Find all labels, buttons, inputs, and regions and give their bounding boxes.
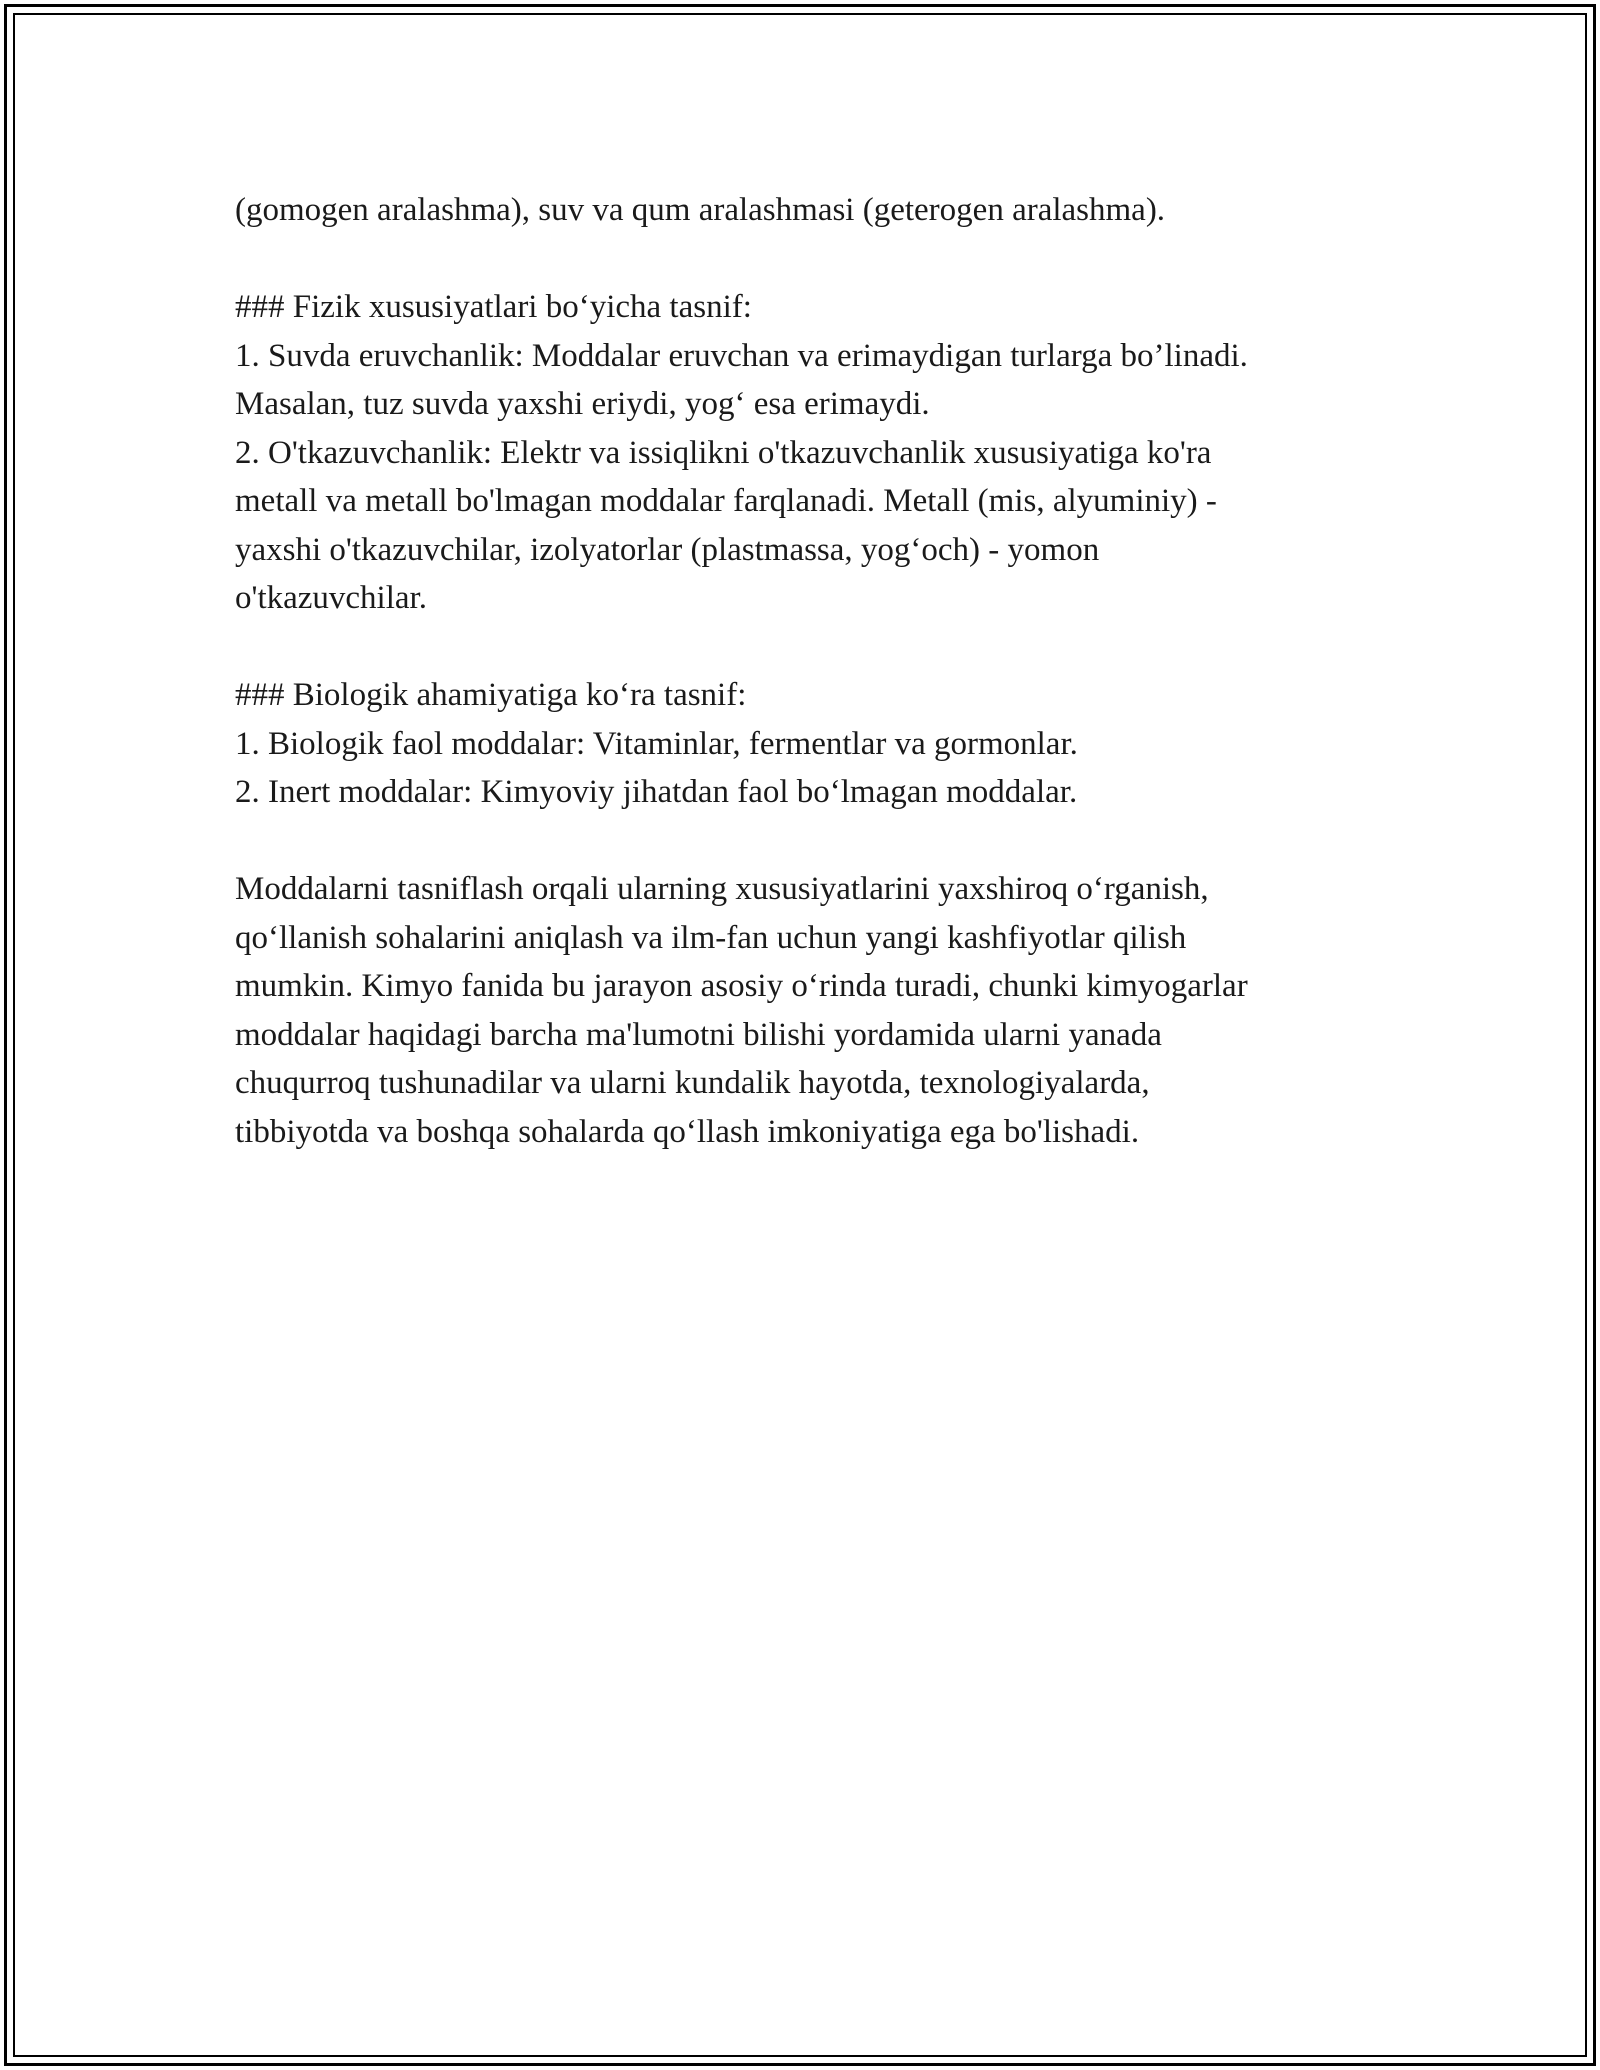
- text-line: mumkin. Kimyo fanida bu jarayon asosiy o‘rinda turadi, chunki kimyogarlar: [235, 968, 1248, 1004]
- text-line: 1. Biologik faol moddalar: Vitaminlar, fermentlar va gormonlar.: [235, 725, 1078, 762]
- paragraph-spacer: [235, 235, 1385, 284]
- text-line: 2. Inert moddalar: Kimyoviy jihatdan faol bo‘lmagan moddalar.: [235, 774, 1078, 810]
- text-line: o'tkazuvchilar.: [235, 580, 427, 616]
- section-heading: ### Fizik xususiyatlari bo‘yicha tasnif:: [235, 289, 752, 325]
- conclusion-paragraph: [235, 865, 1385, 1156]
- text-line: chuqurroq tushunadilar va ularni kundalik hayotda, texnologiyalarda,: [235, 1065, 1150, 1101]
- text-line: 2. O'tkazuvchanlik: Elektr va issiqlikni o'tkazuvchanlik xususiyatiga ko'ra: [235, 434, 1212, 471]
- text-line: metall va metall bo'lmagan moddalar farqlanadi. Metall (mis, alyuminiy) -: [235, 483, 1217, 519]
- section-heading: ### Biologik ahamiyatiga ko‘ra tasnif:: [235, 677, 747, 713]
- text-line: qo‘llanish sohalarini aniqlash va ilm-fan uchun yangi kashfiyotlar qilish: [235, 919, 1187, 956]
- biological-significance-section: [235, 671, 1385, 817]
- physical-properties-section: [235, 283, 1385, 623]
- paragraph-spacer: [235, 817, 1385, 866]
- text-line: yaxshi o'tkazuvchilar, izolyatorlar (plastmassa, yog‘och) - yomon: [235, 531, 1100, 568]
- text-line: Masalan, tuz suvda yaxshi eriydi, yog‘ esa erimaydi.: [235, 386, 930, 422]
- text-line: 1. Suvda eruvchanlik: Moddalar eruvchan va erimaydigan turlarga bo’linadi.: [235, 337, 1248, 374]
- text-line: Moddalarni tasniflash orqali ularning xususiyatlarini yaxshiroq o‘rganish,: [235, 871, 1209, 907]
- intro-line: (gomogen aralashma), suv va qum aralashmasi (geterogen aralashma).: [235, 192, 1166, 228]
- text-line: tibbiyotda va boshqa sohalarda qo‘llash imkoniyatiga ega bo'lishadi.: [235, 1113, 1140, 1150]
- paragraph-spacer: [235, 623, 1385, 672]
- text-line: moddalar haqidagi barcha ma'lumotni bilishi yordamida ularni yanada: [235, 1016, 1162, 1053]
- document-body: [235, 186, 1385, 1156]
